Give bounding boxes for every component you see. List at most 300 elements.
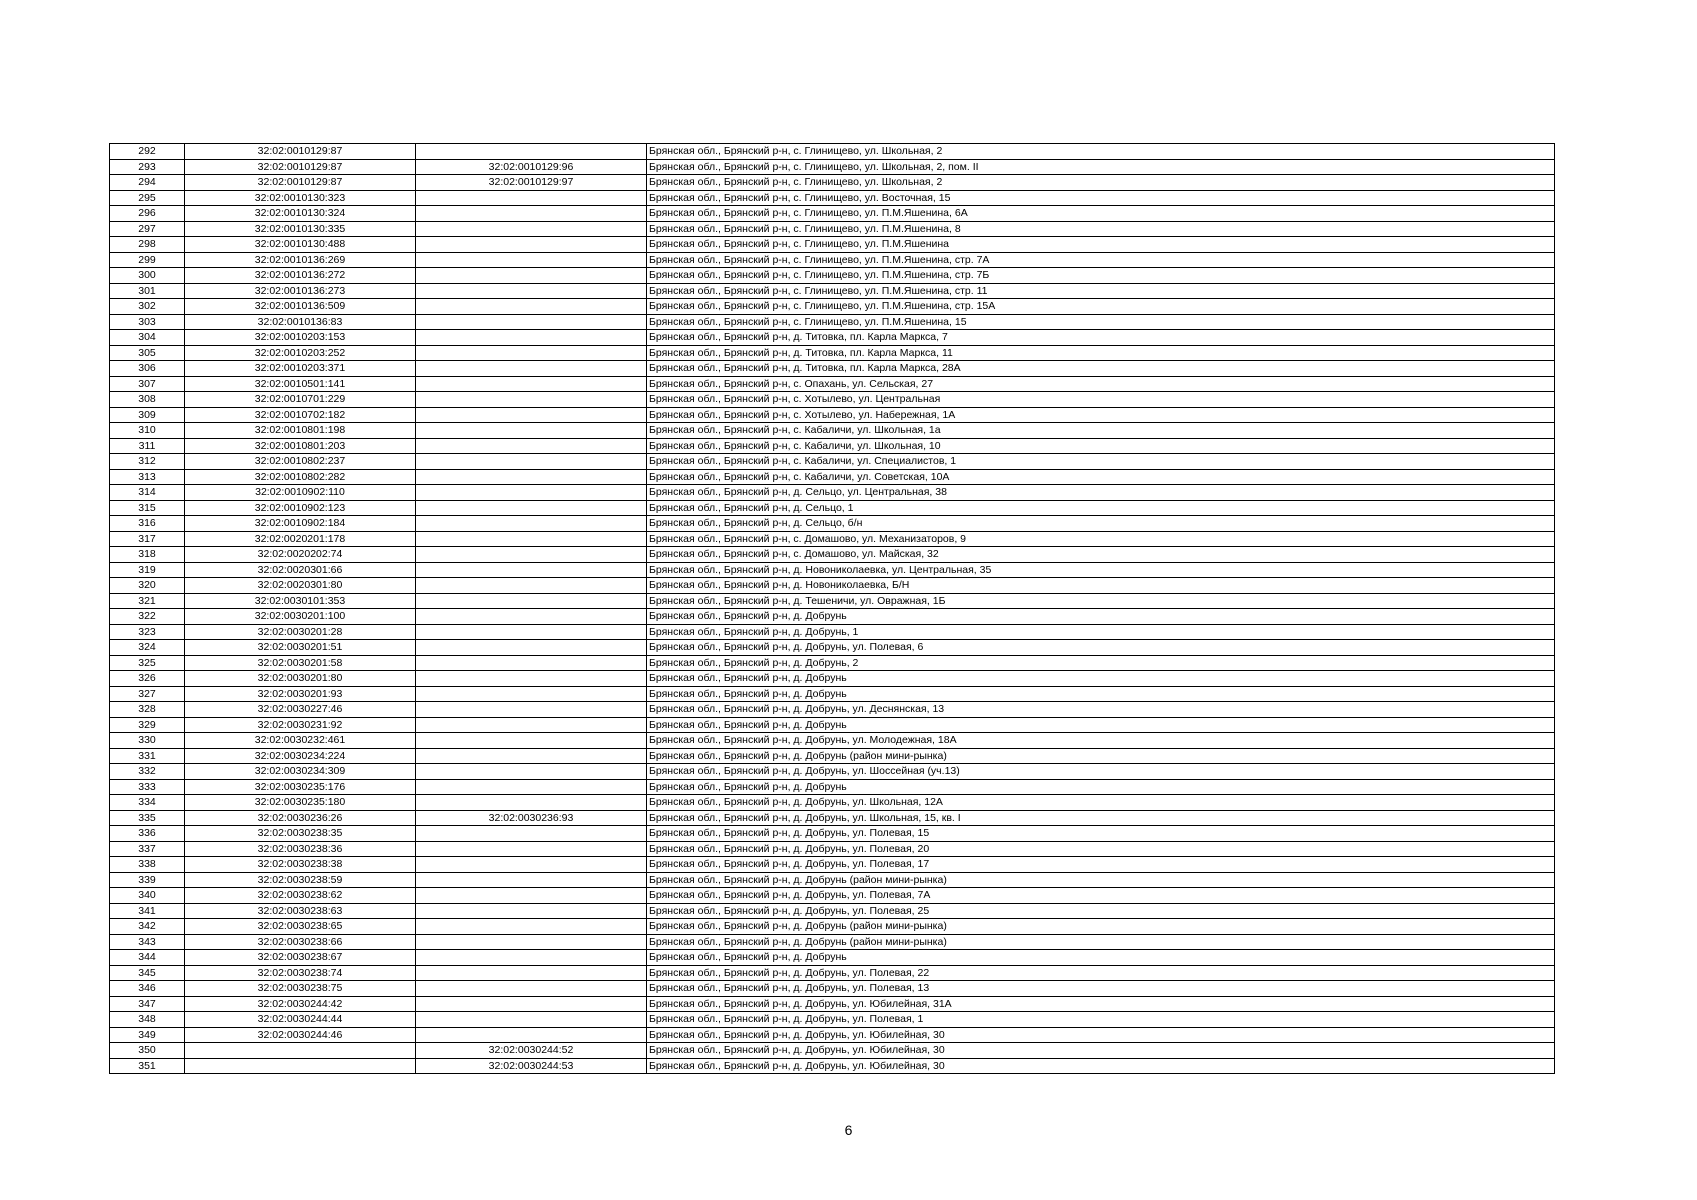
sub-object-number-cell: [416, 330, 647, 346]
table-row: [110, 733, 1555, 749]
table-row: [110, 609, 1555, 625]
address-cell: Брянская обл., Брянский р-н, д. Добрунь, ул. Юбилейная, 31А: [647, 996, 1555, 1012]
sub-object-number-cell: [416, 206, 647, 222]
table-row: [110, 1058, 1555, 1074]
address-cell: Брянская обл., Брянский р-н, д. Добрунь, ул. Полевая, 1: [647, 1012, 1555, 1028]
row-number-cell: 305: [110, 345, 185, 361]
table-row: [110, 686, 1555, 702]
row-number-cell: 294: [110, 175, 185, 191]
sub-object-number-cell: [416, 423, 647, 439]
cadastral-number-cell: 32:02:0030238:63: [185, 903, 416, 919]
sub-object-number-cell: [416, 841, 647, 857]
sub-object-number-cell: [416, 345, 647, 361]
cadastral-number-cell: 32:02:0030236:26: [185, 810, 416, 826]
sub-object-number-cell: [416, 702, 647, 718]
sub-object-number-cell: [416, 655, 647, 671]
row-number-cell: 306: [110, 361, 185, 377]
address-cell: Брянская обл., Брянский р-н, д. Новониколаевка, Б/Н: [647, 578, 1555, 594]
row-number-cell: 347: [110, 996, 185, 1012]
table-row: [110, 407, 1555, 423]
row-number-cell: 299: [110, 252, 185, 268]
table-row: [110, 841, 1555, 857]
registry-body: [110, 144, 1555, 1074]
address-cell: Брянская обл., Брянский р-н, с. Домашово, ул. Майская, 32: [647, 547, 1555, 563]
address-cell: Брянская обл., Брянский р-н, с. Кабаличи, ул. Специалистов, 1: [647, 454, 1555, 470]
sub-object-number-cell: [416, 500, 647, 516]
row-number-cell: 307: [110, 376, 185, 392]
row-number-cell: 351: [110, 1058, 185, 1074]
table-row: [110, 345, 1555, 361]
table-row: [110, 578, 1555, 594]
row-number-cell: 333: [110, 779, 185, 795]
address-cell: Брянская обл., Брянский р-н, с. Глинищево, ул. П.М.Яшенина, 6А: [647, 206, 1555, 222]
property-registry-table: [109, 143, 1555, 1074]
address-cell: Брянская обл., Брянский р-н, д. Добрунь: [647, 671, 1555, 687]
address-cell: Брянская обл., Брянский р-н, д. Добрунь, ул. Полевая, 13: [647, 981, 1555, 997]
sub-object-number-cell: [416, 779, 647, 795]
cadastral-number-cell: 32:02:0030232:461: [185, 733, 416, 749]
address-cell: Брянская обл., Брянский р-н, д. Добрунь (район мини-рынка): [647, 872, 1555, 888]
cadastral-number-cell: 32:02:0030238:65: [185, 919, 416, 935]
sub-object-number-cell: [416, 857, 647, 873]
sub-object-number-cell: [416, 1027, 647, 1043]
table-row: [110, 624, 1555, 640]
sub-object-number-cell: [416, 438, 647, 454]
address-cell: Брянская обл., Брянский р-н, с. Домашово, ул. Механизаторов, 9: [647, 531, 1555, 547]
address-cell: Брянская обл., Брянский р-н, д. Сельцо, б/н: [647, 516, 1555, 532]
cadastral-number-cell: 32:02:0020202:74: [185, 547, 416, 563]
address-cell: Брянская обл., Брянский р-н, д. Добрунь, ул. Полевая, 7А: [647, 888, 1555, 904]
address-cell: Брянская обл., Брянский р-н, д. Добрунь (район мини-рынка): [647, 919, 1555, 935]
table-row: [110, 593, 1555, 609]
sub-object-number-cell: [416, 268, 647, 284]
address-cell: Брянская обл., Брянский р-н, д. Добрунь, ул. Полевая, 17: [647, 857, 1555, 873]
row-number-cell: 331: [110, 748, 185, 764]
address-cell: Брянская обл., Брянский р-н, с. Глинищево, ул. П.М.Яшенина, стр. 7А: [647, 252, 1555, 268]
address-cell: Брянская обл., Брянский р-н, с. Глинищево, ул. Школьная, 2: [647, 175, 1555, 191]
row-number-cell: 301: [110, 283, 185, 299]
cadastral-number-cell: 32:02:0030231:92: [185, 717, 416, 733]
address-cell: Брянская обл., Брянский р-н, д. Добрунь (район мини-рынка): [647, 934, 1555, 950]
sub-object-number-cell: [416, 485, 647, 501]
row-number-cell: 344: [110, 950, 185, 966]
cadastral-number-cell: 32:02:0010136:509: [185, 299, 416, 315]
row-number-cell: 335: [110, 810, 185, 826]
address-cell: Брянская обл., Брянский р-н, д. Добрунь, ул. Юбилейная, 30: [647, 1043, 1555, 1059]
row-number-cell: 337: [110, 841, 185, 857]
row-number-cell: 329: [110, 717, 185, 733]
table-row: [110, 1043, 1555, 1059]
row-number-cell: 330: [110, 733, 185, 749]
sub-object-number-cell: [416, 531, 647, 547]
table-row: [110, 314, 1555, 330]
page-number: 6: [844, 1122, 853, 1138]
cadastral-number-cell: [185, 1043, 416, 1059]
row-number-cell: 334: [110, 795, 185, 811]
cadastral-number-cell: 32:02:0030238:75: [185, 981, 416, 997]
row-number-cell: 317: [110, 531, 185, 547]
row-number-cell: 324: [110, 640, 185, 656]
address-cell: Брянская обл., Брянский р-н, д. Титовка, пл. Карла Маркса, 11: [647, 345, 1555, 361]
cadastral-number-cell: 32:02:0010501:141: [185, 376, 416, 392]
row-number-cell: 296: [110, 206, 185, 222]
row-number-cell: 339: [110, 872, 185, 888]
row-number-cell: 350: [110, 1043, 185, 1059]
table-row: [110, 392, 1555, 408]
table-row: [110, 516, 1555, 532]
cadastral-number-cell: 32:02:0030235:176: [185, 779, 416, 795]
sub-object-number-cell: 32:02:0030244:53: [416, 1058, 647, 1074]
row-number-cell: 314: [110, 485, 185, 501]
table-row: [110, 903, 1555, 919]
address-cell: Брянская обл., Брянский р-н, с. Глинищево, ул. П.М.Яшенина, стр. 7Б: [647, 268, 1555, 284]
table-row: [110, 361, 1555, 377]
table-row: [110, 826, 1555, 842]
address-cell: Брянская обл., Брянский р-н, д. Добрунь, ул. Полевая, 20: [647, 841, 1555, 857]
row-number-cell: 341: [110, 903, 185, 919]
address-cell: Брянская обл., Брянский р-н, д. Добрунь, ул. Юбилейная, 30: [647, 1058, 1555, 1074]
sub-object-number-cell: [416, 190, 647, 206]
table-row: [110, 562, 1555, 578]
address-cell: Брянская обл., Брянский р-н, с. Глинищево, ул. Восточная, 15: [647, 190, 1555, 206]
table-row: [110, 996, 1555, 1012]
address-cell: Брянская обл., Брянский р-н, с. Глинищево, ул. П.М.Яшенина: [647, 237, 1555, 253]
address-cell: Брянская обл., Брянский р-н, с. Кабаличи, ул. Школьная, 10: [647, 438, 1555, 454]
row-number-cell: 332: [110, 764, 185, 780]
address-cell: Брянская обл., Брянский р-н, с. Глинищево, ул. Школьная, 2, пом. II: [647, 159, 1555, 175]
cadastral-number-cell: 32:02:0010136:272: [185, 268, 416, 284]
table-row: [110, 748, 1555, 764]
table-row: [110, 299, 1555, 315]
row-number-cell: 336: [110, 826, 185, 842]
table-row: [110, 438, 1555, 454]
row-number-cell: 343: [110, 934, 185, 950]
address-cell: Брянская обл., Брянский р-н, д. Добрунь: [647, 686, 1555, 702]
address-cell: Брянская обл., Брянский р-н, с. Кабаличи, ул. Советская, 10А: [647, 469, 1555, 485]
table-row: [110, 810, 1555, 826]
address-cell: Брянская обл., Брянский р-н, д. Сельцо, ул. Центральная, 38: [647, 485, 1555, 501]
row-number-cell: 322: [110, 609, 185, 625]
cadastral-number-cell: 32:02:0020301:80: [185, 578, 416, 594]
address-cell: Брянская обл., Брянский р-н, д. Добрунь, 2: [647, 655, 1555, 671]
cadastral-number-cell: 32:02:0030234:224: [185, 748, 416, 764]
cadastral-number-cell: 32:02:0030201:28: [185, 624, 416, 640]
row-number-cell: 309: [110, 407, 185, 423]
address-cell: Брянская обл., Брянский р-н, с. Хотылево, ул. Центральная: [647, 392, 1555, 408]
address-cell: Брянская обл., Брянский р-н, д. Добрунь, ул. Школьная, 12А: [647, 795, 1555, 811]
cadastral-number-cell: 32:02:0030201:93: [185, 686, 416, 702]
table-row: [110, 330, 1555, 346]
cadastral-number-cell: 32:02:0010702:182: [185, 407, 416, 423]
table-row: [110, 175, 1555, 191]
sub-object-number-cell: [416, 314, 647, 330]
sub-object-number-cell: 32:02:0030244:52: [416, 1043, 647, 1059]
address-cell: Брянская обл., Брянский р-н, с. Глинищево, ул. П.М.Яшенина, стр. 15А: [647, 299, 1555, 315]
sub-object-number-cell: [416, 996, 647, 1012]
sub-object-number-cell: [416, 795, 647, 811]
cadastral-number-cell: 32:02:0010129:87: [185, 159, 416, 175]
sub-object-number-cell: [416, 686, 647, 702]
sub-object-number-cell: [416, 609, 647, 625]
address-cell: Брянская обл., Брянский р-н, д. Добрунь, ул. Полевая, 22: [647, 965, 1555, 981]
table-row: [110, 671, 1555, 687]
address-cell: Брянская обл., Брянский р-н, д. Титовка, пл. Карла Маркса, 28А: [647, 361, 1555, 377]
table-row: [110, 469, 1555, 485]
table-row: [110, 423, 1555, 439]
address-cell: Брянская обл., Брянский р-н, д. Добрунь, 1: [647, 624, 1555, 640]
sub-object-number-cell: [416, 826, 647, 842]
table-row: [110, 547, 1555, 563]
address-cell: Брянская обл., Брянский р-н, д. Добрунь, ул. Полевая, 25: [647, 903, 1555, 919]
address-cell: Брянская обл., Брянский р-н, д. Добрунь: [647, 779, 1555, 795]
sub-object-number-cell: [416, 748, 647, 764]
row-number-cell: 312: [110, 454, 185, 470]
sub-object-number-cell: [416, 283, 647, 299]
cadastral-number-cell: 32:02:0030201:80: [185, 671, 416, 687]
cadastral-number-cell: 32:02:0030244:46: [185, 1027, 416, 1043]
address-cell: Брянская обл., Брянский р-н, д. Добрунь, ул. Полевая, 15: [647, 826, 1555, 842]
cadastral-number-cell: 32:02:0030201:100: [185, 609, 416, 625]
sub-object-number-cell: [416, 144, 647, 160]
cadastral-number-cell: 32:02:0020201:178: [185, 531, 416, 547]
sub-object-number-cell: [416, 392, 647, 408]
address-cell: Брянская обл., Брянский р-н, д. Титовка, пл. Карла Маркса, 7: [647, 330, 1555, 346]
sub-object-number-cell: [416, 950, 647, 966]
sub-object-number-cell: [416, 578, 647, 594]
table-row: [110, 1012, 1555, 1028]
cadastral-number-cell: 32:02:0030244:42: [185, 996, 416, 1012]
cadastral-number-cell: 32:02:0010129:87: [185, 144, 416, 160]
table-row: [110, 872, 1555, 888]
sub-object-number-cell: [416, 903, 647, 919]
cadastral-number-cell: 32:02:0010136:83: [185, 314, 416, 330]
table-row: [110, 454, 1555, 470]
table-row: [110, 237, 1555, 253]
table-row: [110, 252, 1555, 268]
cadastral-number-cell: 32:02:0010802:237: [185, 454, 416, 470]
cadastral-number-cell: 32:02:0030238:36: [185, 841, 416, 857]
cadastral-number-cell: 32:02:0010130:335: [185, 221, 416, 237]
row-number-cell: 292: [110, 144, 185, 160]
cadastral-number-cell: 32:02:0030227:46: [185, 702, 416, 718]
table-row: [110, 655, 1555, 671]
row-number-cell: 313: [110, 469, 185, 485]
row-number-cell: 311: [110, 438, 185, 454]
address-cell: Брянская обл., Брянский р-н, с. Глинищево, ул. Школьная, 2: [647, 144, 1555, 160]
row-number-cell: 298: [110, 237, 185, 253]
sub-object-number-cell: [416, 376, 647, 392]
cadastral-number-cell: 32:02:0030238:38: [185, 857, 416, 873]
sub-object-number-cell: [416, 764, 647, 780]
sub-object-number-cell: [416, 547, 647, 563]
sub-object-number-cell: [416, 593, 647, 609]
row-number-cell: 338: [110, 857, 185, 873]
sub-object-number-cell: [416, 965, 647, 981]
cadastral-number-cell: 32:02:0030238:67: [185, 950, 416, 966]
cadastral-number-cell: 32:02:0030238:59: [185, 872, 416, 888]
sub-object-number-cell: [416, 981, 647, 997]
table-row: [110, 283, 1555, 299]
sub-object-number-cell: 32:02:0010129:96: [416, 159, 647, 175]
row-number-cell: 300: [110, 268, 185, 284]
sub-object-number-cell: [416, 671, 647, 687]
address-cell: Брянская обл., Брянский р-н, с. Кабаличи, ул. Школьная, 1а: [647, 423, 1555, 439]
address-cell: Брянская обл., Брянский р-н, д. Добрунь, ул. Деснянская, 13: [647, 702, 1555, 718]
row-number-cell: 295: [110, 190, 185, 206]
table-row: [110, 1027, 1555, 1043]
cadastral-number-cell: 32:02:0010136:273: [185, 283, 416, 299]
cadastral-number-cell: 32:02:0030235:180: [185, 795, 416, 811]
cadastral-number-cell: 32:02:0010130:323: [185, 190, 416, 206]
address-cell: Брянская обл., Брянский р-н, д. Сельцо, 1: [647, 500, 1555, 516]
sub-object-number-cell: [416, 934, 647, 950]
table-row: [110, 764, 1555, 780]
row-number-cell: 346: [110, 981, 185, 997]
cadastral-number-cell: 32:02:0010130:324: [185, 206, 416, 222]
cadastral-number-cell: 32:02:0030201:51: [185, 640, 416, 656]
sub-object-number-cell: 32:02:0030236:93: [416, 810, 647, 826]
row-number-cell: 325: [110, 655, 185, 671]
address-cell: Брянская обл., Брянский р-н, д. Добрунь, ул. Молодежная, 18А: [647, 733, 1555, 749]
address-cell: Брянская обл., Брянский р-н, д. Добрунь, ул. Юбилейная, 30: [647, 1027, 1555, 1043]
table-row: [110, 206, 1555, 222]
table-row: [110, 702, 1555, 718]
table-row: [110, 144, 1555, 160]
table-row: [110, 965, 1555, 981]
sub-object-number-cell: [416, 469, 647, 485]
row-number-cell: 340: [110, 888, 185, 904]
cadastral-number-cell: 32:02:0030238:66: [185, 934, 416, 950]
table-row: [110, 950, 1555, 966]
address-cell: Брянская обл., Брянский р-н, с. Хотылево, ул. Набережная, 1А: [647, 407, 1555, 423]
row-number-cell: 320: [110, 578, 185, 594]
row-number-cell: 302: [110, 299, 185, 315]
row-number-cell: 303: [110, 314, 185, 330]
cadastral-number-cell: 32:02:0010203:371: [185, 361, 416, 377]
row-number-cell: 316: [110, 516, 185, 532]
cadastral-number-cell: 32:02:0010801:198: [185, 423, 416, 439]
address-cell: Брянская обл., Брянский р-н, с. Глинищево, ул. П.М.Яшенина, стр. 11: [647, 283, 1555, 299]
sub-object-number-cell: [416, 562, 647, 578]
sub-object-number-cell: [416, 919, 647, 935]
sub-object-number-cell: [416, 454, 647, 470]
cadastral-number-cell: 32:02:0030238:62: [185, 888, 416, 904]
table-row: [110, 485, 1555, 501]
sub-object-number-cell: 32:02:0010129:97: [416, 175, 647, 191]
cadastral-number-cell: 32:02:0010203:252: [185, 345, 416, 361]
table-row: [110, 934, 1555, 950]
table-row: [110, 268, 1555, 284]
sub-object-number-cell: [416, 299, 647, 315]
cadastral-number-cell: 32:02:0010203:153: [185, 330, 416, 346]
table-row: [110, 159, 1555, 175]
row-number-cell: 319: [110, 562, 185, 578]
sub-object-number-cell: [416, 733, 647, 749]
cadastral-number-cell: 32:02:0010130:488: [185, 237, 416, 253]
table-row: [110, 376, 1555, 392]
row-number-cell: 323: [110, 624, 185, 640]
table-row: [110, 981, 1555, 997]
cadastral-number-cell: 32:02:0030238:74: [185, 965, 416, 981]
sub-object-number-cell: [416, 361, 647, 377]
cadastral-number-cell: 32:02:0030101:353: [185, 593, 416, 609]
row-number-cell: 318: [110, 547, 185, 563]
cadastral-number-cell: 32:02:0030234:309: [185, 764, 416, 780]
cadastral-number-cell: 32:02:0010701:229: [185, 392, 416, 408]
table-row: [110, 779, 1555, 795]
address-cell: Брянская обл., Брянский р-н, д. Новониколаевка, ул. Центральная, 35: [647, 562, 1555, 578]
cadastral-number-cell: 32:02:0020301:66: [185, 562, 416, 578]
cadastral-number-cell: 32:02:0010136:269: [185, 252, 416, 268]
cadastral-number-cell: 32:02:0010902:123: [185, 500, 416, 516]
address-cell: Брянская обл., Брянский р-н, д. Тешеничи, ул. Овражная, 1Б: [647, 593, 1555, 609]
sub-object-number-cell: [416, 252, 647, 268]
table-row: [110, 221, 1555, 237]
cadastral-number-cell: 32:02:0010129:87: [185, 175, 416, 191]
sub-object-number-cell: [416, 888, 647, 904]
table-row: [110, 888, 1555, 904]
address-cell: Брянская обл., Брянский р-н, д. Добрунь (район мини-рынка): [647, 748, 1555, 764]
table-row: [110, 190, 1555, 206]
sub-object-number-cell: [416, 717, 647, 733]
row-number-cell: 345: [110, 965, 185, 981]
address-cell: Брянская обл., Брянский р-н, д. Добрунь: [647, 950, 1555, 966]
row-number-cell: 328: [110, 702, 185, 718]
cadastral-number-cell: [185, 1058, 416, 1074]
sub-object-number-cell: [416, 1012, 647, 1028]
cadastral-number-cell: 32:02:0030201:58: [185, 655, 416, 671]
row-number-cell: 349: [110, 1027, 185, 1043]
row-number-cell: 326: [110, 671, 185, 687]
row-number-cell: 304: [110, 330, 185, 346]
row-number-cell: 315: [110, 500, 185, 516]
sub-object-number-cell: [416, 221, 647, 237]
row-number-cell: 342: [110, 919, 185, 935]
cadastral-number-cell: 32:02:0030244:44: [185, 1012, 416, 1028]
address-cell: Брянская обл., Брянский р-н, д. Добрунь, ул. Шоссейная (уч.13): [647, 764, 1555, 780]
table-row: [110, 531, 1555, 547]
table-row: [110, 857, 1555, 873]
address-cell: Брянская обл., Брянский р-н, с. Опахань, ул. Сельская, 27: [647, 376, 1555, 392]
cadastral-number-cell: 32:02:0030238:35: [185, 826, 416, 842]
address-cell: Брянская обл., Брянский р-н, д. Добрунь, ул. Полевая, 6: [647, 640, 1555, 656]
row-number-cell: 297: [110, 221, 185, 237]
table-row: [110, 717, 1555, 733]
row-number-cell: 348: [110, 1012, 185, 1028]
table-row: [110, 795, 1555, 811]
cadastral-number-cell: 32:02:0010902:110: [185, 485, 416, 501]
sub-object-number-cell: [416, 872, 647, 888]
row-number-cell: 321: [110, 593, 185, 609]
address-cell: Брянская обл., Брянский р-н, д. Добрунь: [647, 609, 1555, 625]
sub-object-number-cell: [416, 237, 647, 253]
row-number-cell: 327: [110, 686, 185, 702]
sub-object-number-cell: [416, 516, 647, 532]
row-number-cell: 308: [110, 392, 185, 408]
address-cell: Брянская обл., Брянский р-н, д. Добрунь: [647, 717, 1555, 733]
address-cell: Брянская обл., Брянский р-н, с. Глинищево, ул. П.М.Яшенина, 8: [647, 221, 1555, 237]
address-cell: Брянская обл., Брянский р-н, д. Добрунь, ул. Школьная, 15, кв. I: [647, 810, 1555, 826]
table-row: [110, 640, 1555, 656]
cadastral-number-cell: 32:02:0010801:203: [185, 438, 416, 454]
sub-object-number-cell: [416, 640, 647, 656]
sub-object-number-cell: [416, 407, 647, 423]
table-row: [110, 919, 1555, 935]
row-number-cell: 310: [110, 423, 185, 439]
cadastral-number-cell: 32:02:0010802:282: [185, 469, 416, 485]
table-row: [110, 500, 1555, 516]
sub-object-number-cell: [416, 624, 647, 640]
